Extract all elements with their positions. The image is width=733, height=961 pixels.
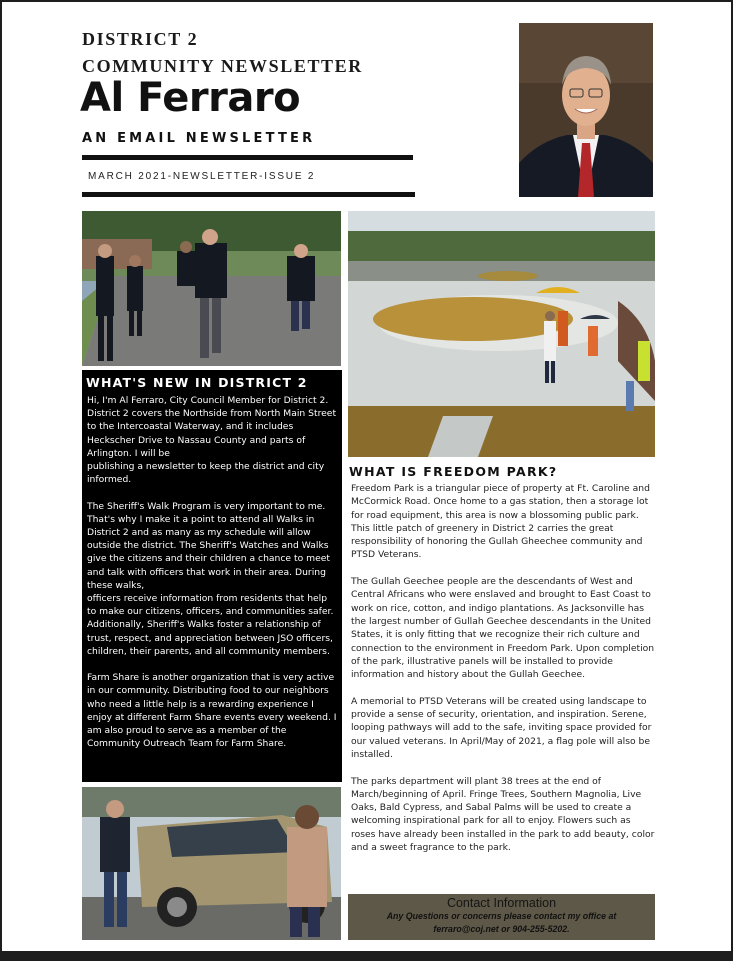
whats-new-heading: WHAT'S NEW IN DISTRICT 2 [86, 375, 308, 390]
newsletter-page [2, 2, 731, 951]
whats-new-body: Hi, I'm Al Ferraro, City Council Member for District 2. District 2 covers the Northside from North Main Street to the Intercoastal Waterway, and it includes Heckscher Drive to Nassau County and parts of Arlington. I will be publishing a newsletter to keep the district and city informed. The Sheriff's Walk Program is very important to me. That's why I make it a point to attend all Walks in District 2 and as many as my schedule will allow outside the district. The Sheriff's Watches and Walks give the citizens and their children a chance to meet and talk with officers that work in their area. During these walks, officers receive information from residents that help to make our citizens, officers, and communities safer. Additionally, Sheriff's Walks foster a relationship of trust, respect, and appreciation between JSO officers, children, their parents, and all community members. Farm Share is another organization that is very active in our community. Distributing food to our neighbors who need a little help is a rewarding experience I enjoy at different Farm Share events every weekend. I am also proud to serve as a member of the Community Outreach Team for Farm Share. [87, 395, 337, 750]
farm-share-photo [82, 787, 341, 940]
header-community-newsletter: COMMUNITY NEWSLETTER [82, 56, 363, 76]
freedom-park-heading: WHAT IS FREEDOM PARK? [349, 464, 558, 479]
contact-line-2[interactable]: ferraro@coj.net or 904-255-5202. [433, 924, 570, 934]
freedom-park-photo [348, 211, 655, 457]
header-rule-top [82, 155, 413, 160]
header-district: DISTRICT 2 [82, 29, 199, 49]
header-rule-bottom [82, 192, 415, 197]
contact-line-1: Any Questions or concerns please contact my office at [386, 911, 617, 921]
contact-box [348, 894, 655, 940]
header-name: Al Ferraro [80, 75, 301, 121]
header-subtitle: AN EMAIL NEWSLETTER [82, 131, 316, 146]
freedom-park-body: Freedom Park is a triangular piece of property at Ft. Caroline and McCormick Road. Once home to a gas station, then a storage lot for road equipment, this area is now a blossoming public park. This little patch of greenery in District 2 carries the great responsibility of honoring the Gullah Gheechee community and PTSD Veterans. The Gullah Geechee people are the descendants of West and Central Africans who were enslaved and brought to East Coast to work on rice, cotton, and indigo plantations. As Jacksonville has the largest number of Gullah Geechee descendants in the United States, it is only fitting that we recognize their rich culture and connection to the environment in Freedom Park. Upon completion of the park, illustrative panels will be installed to provide information and history about the Gullah Geechee. A memorial to PTSD Veterans will be created using landscape to provide a sense of security, orientation, and inspiration. Serene, looping pathways will add to the safe, inviting space provided for our valued veterans. In April/May of 2021, a flag pole will also be installed. The parks department will plant 38 trees at the end of March/beginning of April. Fringe Trees, Southern Magnolia, Live Oaks, Bald Cypress, and Sabal Palms will be used to create a welcoming inspirational park for all to enjoy. Flowers such as roses have already been installed in the park to add beauty, color and a sweet fragrance to the park. [351, 483, 655, 854]
portrait-photo [519, 23, 653, 197]
whats-new-panel [82, 370, 342, 782]
header-issue: MARCH 2021-NEWSLETTER-ISSUE 2 [88, 171, 316, 182]
sheriff-walk-photo [82, 211, 341, 366]
contact-title: Contact Information [446, 896, 557, 910]
